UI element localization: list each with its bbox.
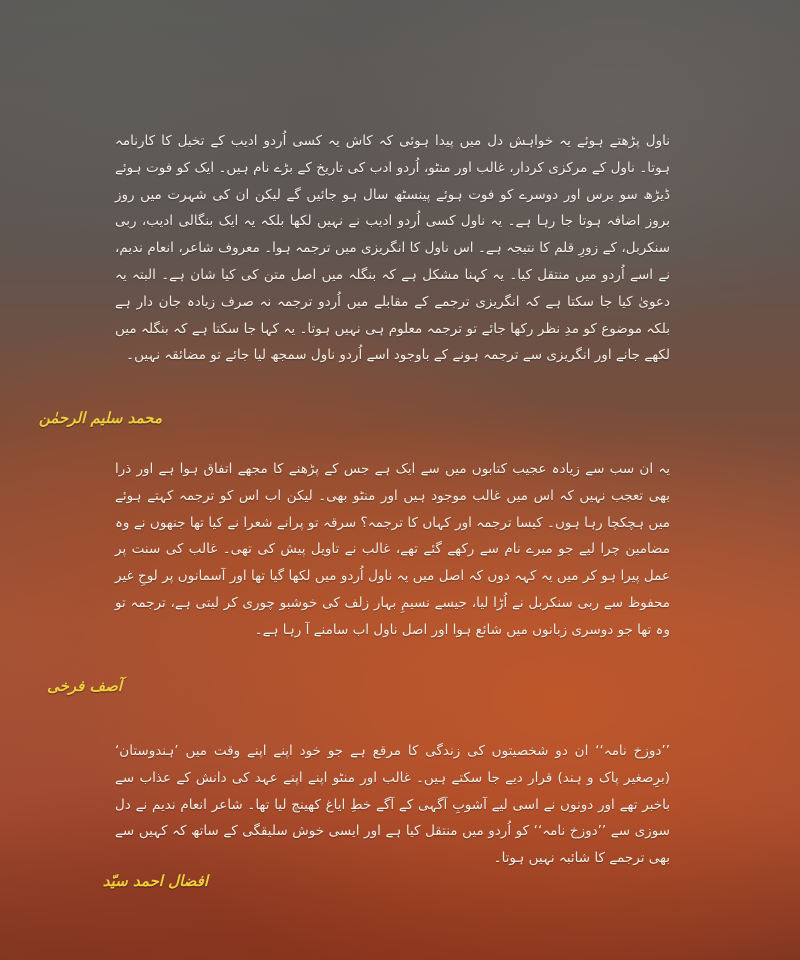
review-block [115,738,670,872]
review-text: یہ ان سب سے زیادہ عجیب کتابوں میں سے ایک ہے جس کے پڑھنے کا مجھے اتفاق ہوا ہے اور ذرا بھی تعجب نہیں کہ اس میں غالب موجود ہیں اور منٹو بھی۔ لیکن اب اس کو ترجمہ کہتے ہوئے میں ہچکچا رہا ہوں۔ کیسا ترجمہ اور کہاں کا ترجمہ؟ سرقہ تو پرانے شعرا نے کیا تھا جنھوں نے وہ مضامین چرا لیے جو میرے نام سے رکھے گئے تھے، غالب نے تاویل پیش کی تھی۔ غالب کی سنت پر عمل پیرا ہو کر میں یہ کہہ دوں کہ اصل میں یہ ناول اُردو میں لکھا گیا تھا اور آسمانوں پر لوحِ غیر محفوظ سے ربی سنکربل نے اُڑا لیا، جیسے نسیمِ بہار زلف کی خوشبو چوری کر لیتی ہے، ترجمہ تو وہ تھا جو دوسری زبانوں میں شائع ہوا اور اصل ناول اب سامنے آ رہا ہے۔ [115,461,670,638]
review-block [115,128,670,369]
review-block [115,456,670,644]
review-author: افضال احمد سیّد [102,872,208,890]
review-text: ناول پڑھتے ہوئے یہ خواہش دل میں پیدا ہوئی کہ کاش یہ کسی اُردو ادیب کے تخیل کا کارنامہ ہوتا۔ ناول کے مرکزی کردار، غالب اور منٹو، اُردو ادب کی تاریخ کے بڑے نام ہیں۔ ایک کو فوت ہوئے ڈیڑھ سو برس اور دوسرے کو فوت ہوئے پینسٹھ سال ہو جائیں گے لیکن ان کی شہرت میں روز بروز اضافہ ہوتا جا رہا ہے۔ یہ ناول کسی اُردو ادیب نے نہیں لکھا بلکہ یہ ایک بنگالی ادیب، ربی سنکربل، کے زورِ قلم کا نتیجہ ہے۔ اس ناول کا انگریزی میں ترجمہ ہوا۔ معروف شاعر، انعام ندیم، نے اسے اُردو میں منتقل کیا۔ یہ کہنا مشکل ہے کہ بنگلہ میں اصل متن کی کیا شان ہے۔ البتہ یہ دعویٰ کیا جا سکتا ہے کہ انگریزی ترجمے کے مقابلے میں اُردو ترجمہ نہ صرف زیادہ جان دار ہے بلکہ موضوع کو مدِ نظر رکھا جائے تو ترجمہ معلوم ہی نہیں ہوتا۔ یہ کہا جا سکتا ہے کہ بنگلہ میں لکھے جانے اور انگریزی سے ترجمہ ہونے کے باوجود اسے اُردو ناول سمجھ لیا جائے تو مضائقہ نہیں۔ [115,133,670,364]
review-author: آصف فرخی [47,677,122,695]
review-author: محمد سلیم الرحمٰن [38,409,162,427]
review-text: ’’دوزخ نامہ‘‘ ان دو شخصیتوں کی زندگی کا مرقع ہے جو خود اپنے اپنے وقت میں ’ہندوستان‘ (برِصغیر پاک و ہند) قرار دیے جا سکتے ہیں۔ غالب اور منٹو اپنے اپنے عہد کی دانش کے عذاب سے باخبر تھے اور دونوں نے اسی لیے آشوبِ آگہی کے آگے خطِ ایاغ کھینچ لیا تھا۔ شاعر انعام ندیم نے دل سوزی سے ’’دوزخ نامہ‘‘ کو اُردو میں منتقل کیا ہے اور ایسی خوش سلیقگی کے ساتھ کہ کہیں سے بھی ترجمے کا شائبہ نہیں ہوتا۔ [115,743,670,867]
